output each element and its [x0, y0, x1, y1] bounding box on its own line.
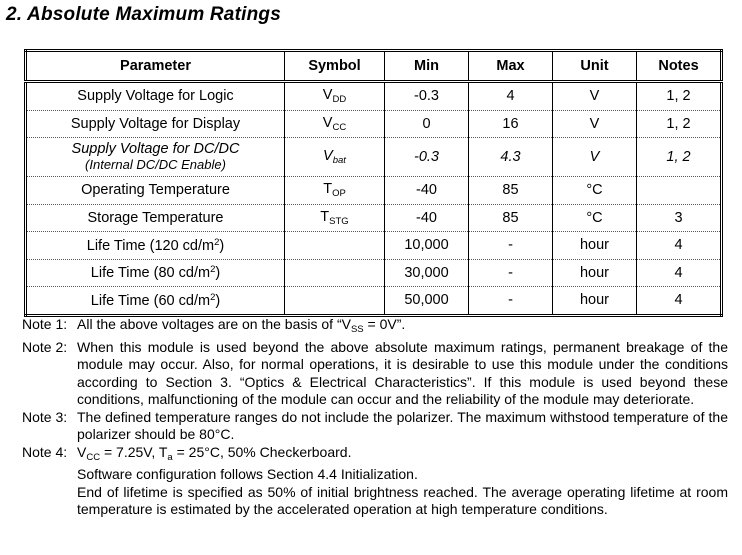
cell-unit: V — [553, 110, 637, 138]
header-unit: Unit — [553, 51, 637, 82]
cell-unit: °C — [553, 204, 637, 232]
cell-max: 16 — [469, 110, 553, 138]
cell-symbol: $T_{STG}$ — [285, 204, 385, 232]
note-2 — [0, 339, 742, 409]
cell-symbol: $V_{CC}$ — [285, 110, 385, 138]
header-parameter: Parameter — [26, 51, 285, 82]
note-label: Note 2: — [22, 338, 68, 355]
table-row — [26, 110, 722, 138]
note-text: Software configuration follows Section 4.4 Initialization. — [77, 466, 418, 482]
cell-min: -40 — [385, 177, 469, 205]
cell-min: 0 — [385, 110, 469, 138]
cell-unit: hour — [553, 232, 637, 260]
cell-unit: hour — [553, 259, 637, 287]
cell-min: 30,000 — [385, 259, 469, 287]
table-row — [26, 204, 722, 232]
cell-max: 85 — [469, 177, 553, 205]
cell-max: 4.3 — [469, 138, 553, 177]
cell-symbol: $V_{bat}$ — [285, 138, 385, 177]
cell-parameter: Life Time (80 $cd/m^2$) — [26, 259, 285, 287]
cell-symbol — [285, 232, 385, 260]
table-row — [26, 232, 722, 260]
cell-unit: hour — [553, 287, 637, 316]
table-row — [26, 177, 722, 205]
table-row — [26, 82, 722, 111]
cell-notes: 1, 2 — [637, 82, 722, 111]
cell-parameter: Supply Voltage for Display — [26, 110, 285, 138]
cell-unit: V — [553, 82, 637, 111]
header-min: Min — [385, 51, 469, 82]
cell-min: -40 — [385, 204, 469, 232]
cell-symbol: $T_{OP}$ — [285, 177, 385, 205]
table-row — [26, 287, 722, 316]
cell-max: 4 — [469, 82, 553, 111]
table-row — [26, 138, 722, 177]
cell-notes: 4 — [637, 259, 722, 287]
note-3 — [0, 409, 742, 444]
cell-notes: 3 — [637, 204, 722, 232]
cell-symbol — [285, 259, 385, 287]
absolute-maximum-ratings-table — [24, 49, 723, 317]
note-text: The defined temperature ranges do not include the polarizer. The maximum withstood temperature of the polarizer should be 80°C. — [77, 408, 728, 442]
cell-notes: 4 — [637, 232, 722, 260]
cell-parameter: Supply Voltage for Logic — [26, 82, 285, 111]
notes-section — [0, 316, 742, 519]
cell-min: -0.3 — [385, 82, 469, 111]
table-row — [26, 259, 722, 287]
cell-min: 10,000 — [385, 232, 469, 260]
header-max: Max — [469, 51, 553, 82]
header-notes: Notes — [637, 51, 722, 82]
cell-symbol: $V_{DD}$ — [285, 82, 385, 111]
cell-notes — [637, 177, 722, 205]
cell-notes: 1, 2 — [637, 110, 722, 138]
cell-parameter: Life Time (120 $cd/m^2$) — [26, 232, 285, 260]
cell-parameter: Supply Voltage for DC/DC (Internal DC/DC Enable) — [26, 138, 285, 177]
cell-notes: 1, 2 — [637, 138, 722, 177]
note-1: Note 1: All the above voltages are on the basis of “$V_{SS} = 0V$”. — [22, 316, 406, 335]
cell-parameter: Operating Temperature — [26, 177, 285, 205]
note-4: Note 4: $V_{CC} = 7.25V$, $T_a = 25^\circ C$, 50% Checkerboard. Software configuration follows Section 4.4 Initialization. End of lifetime is specified as 50% of initial brightness reached. The average operating lifetime at room temperature is estimated by the accelerated operation at high temperature conditions. — [22, 443, 728, 517]
table-header-row — [26, 51, 722, 82]
cell-unit: °C — [553, 177, 637, 205]
cell-max: - — [469, 259, 553, 287]
cell-parameter: Life Time (60 $cd/m^2$) — [26, 287, 285, 316]
note-label: Note 4: — [22, 443, 68, 460]
cell-max: 85 — [469, 204, 553, 232]
cell-parameter: Storage Temperature — [26, 204, 285, 232]
header-symbol: Symbol — [285, 51, 385, 82]
cell-unit: V — [553, 138, 637, 177]
note-text: When this module is used beyond the above absolute maximum ratings, permanent breakage of the module may occur. Also, for normal operations, it is desirable to use this module under the conditions according to Section 3. “Optics & Electrical Characteristics”. If this module is used beyond these conditions, malfunctioning of the module can occur and the reliability of the module may deteriorate. — [77, 338, 728, 407]
note-text: End of lifetime is specified as 50% of initial brightness reached. The average operating lifetime at room temperature is estimated by the accelerated operation at high temperature conditions. — [77, 483, 728, 517]
note-label: Note 1: — [22, 316, 68, 332]
cell-symbol — [285, 287, 385, 316]
cell-min: -0.3 — [385, 138, 469, 177]
section-title: 2. Absolute Maximum Ratings — [6, 4, 281, 25]
cell-max: - — [469, 287, 553, 316]
cell-notes: 4 — [637, 287, 722, 316]
cell-min: 50,000 — [385, 287, 469, 316]
note-label: Note 3: — [22, 408, 68, 425]
cell-max: - — [469, 232, 553, 260]
